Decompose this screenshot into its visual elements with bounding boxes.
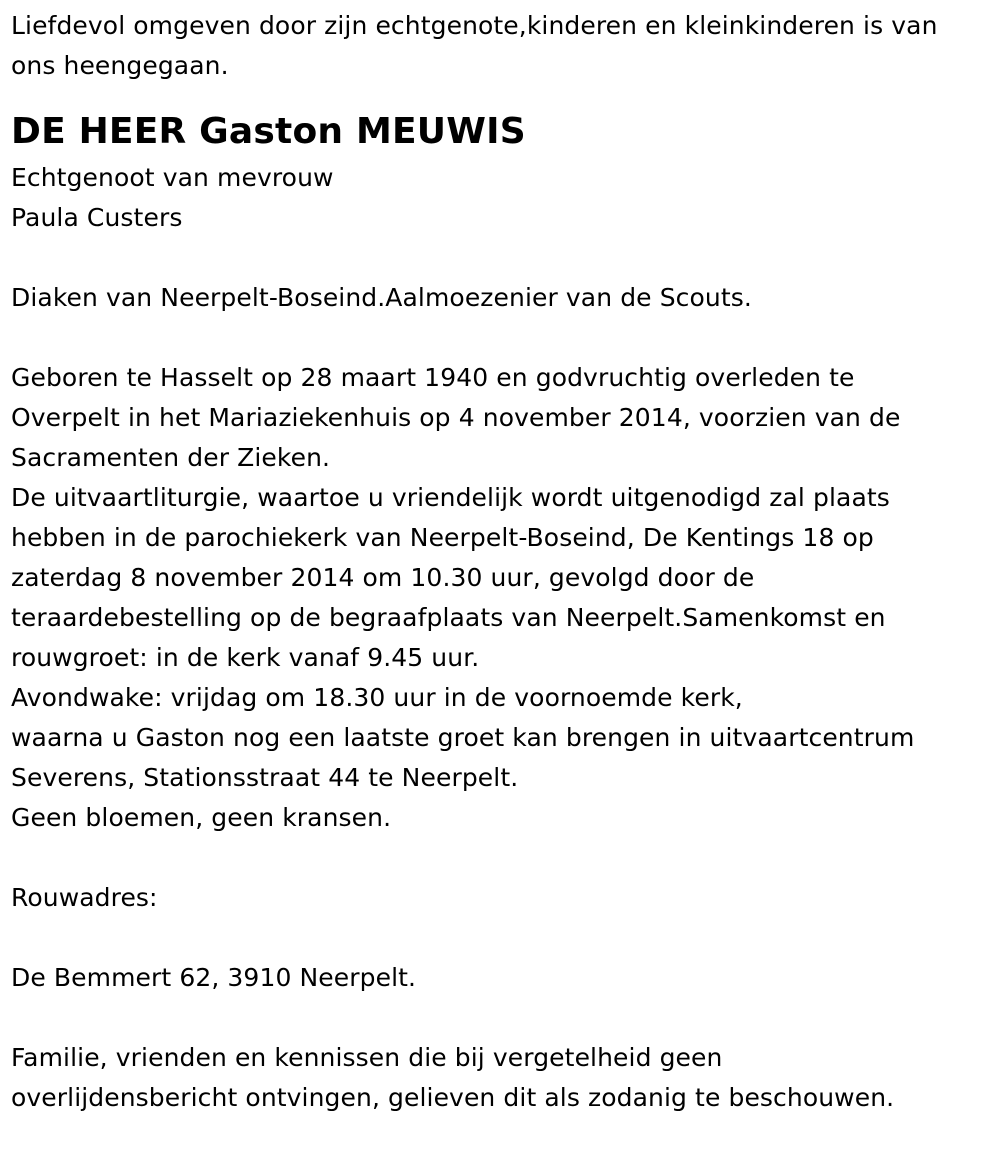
details-line: Sacramenten der Zieken. [11, 443, 331, 472]
details-line: waarna u Gaston nog een laatste groet kan brengen in uitvaartcentrum [11, 723, 915, 752]
address-value: De Bemmert 62, 3910 Neerpelt. [11, 963, 417, 992]
details-line: hebben in de parochiekerk van Neerpelt-Boseind, De Kentings 18 op [11, 523, 874, 552]
details-line: Severens, Stationsstraat 44 te Neerpelt. [11, 763, 519, 792]
address-label: Rouwadres: [11, 883, 158, 912]
details-line: zaterdag 8 november 2014 om 10.30 uur, gevolgd door de [11, 563, 755, 592]
details-line: Overpelt in het Mariaziekenhuis op 4 november 2014, voorzien van de [11, 403, 901, 432]
intro-line-1: Liefdevol omgeven door zijn echtgenote,kinderen en kleinkinderen is van [11, 11, 938, 40]
role-line: Diaken van Neerpelt-Boseind.Aalmoezenier van de Scouts. [11, 283, 752, 312]
spacer [11, 318, 1000, 358]
spacer [11, 918, 1000, 958]
details-line: Avondwake: vrijdag om 18.30 uur in de voornoemde kerk, [11, 683, 743, 712]
spacer [11, 998, 1000, 1038]
deceased-name: DE HEER Gaston MEUWIS [11, 111, 526, 152]
intro-line-2: ons heengegaan. [11, 51, 229, 80]
details-line: Geboren te Hasselt op 28 maart 1940 en godvruchtig overleden te [11, 363, 855, 392]
spacer [11, 838, 1000, 878]
details-line: De uitvaartliturgie, waartoe u vriendelijk wordt uitgenodigd zal plaats [11, 483, 890, 512]
details-line: Geen bloemen, geen kransen. [11, 803, 392, 832]
closing-line-2: overlijdensbericht ontvingen, gelieven dit als zodanig te beschouwen. [11, 1083, 895, 1112]
details-line: teraardebestelling op de begraafplaats van Neerpelt.Samenkomst en [11, 603, 886, 632]
details-line: rouwgroet: in de kerk vanaf 9.45 uur. [11, 643, 480, 672]
spouse-line-2: Paula Custers [11, 203, 183, 232]
closing-line-1: Familie, vrienden en kennissen die bij vergetelheid geen [11, 1043, 723, 1072]
spouse-line-1: Echtgenoot van mevrouw [11, 163, 334, 192]
spacer [11, 238, 1000, 278]
